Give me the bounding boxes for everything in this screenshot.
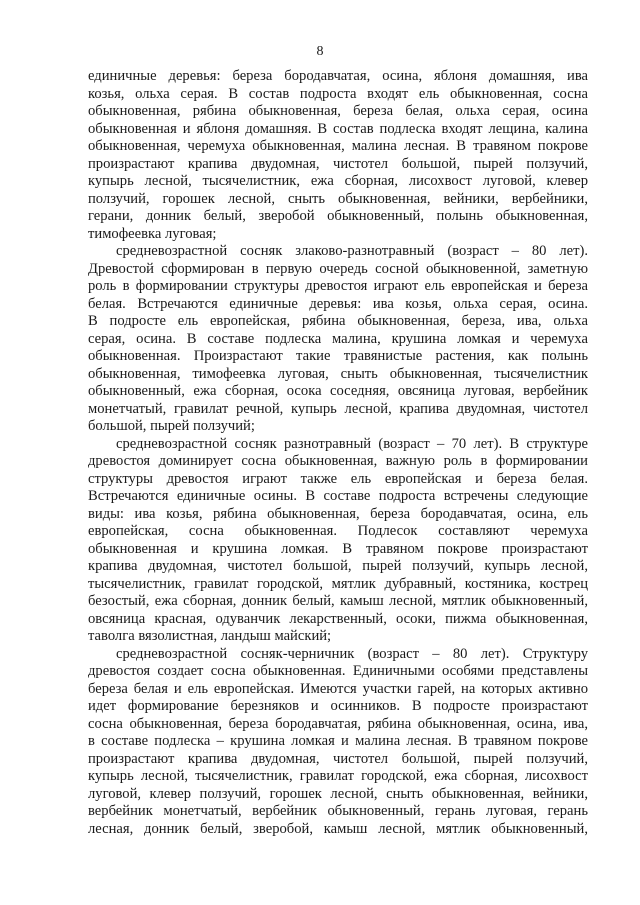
document-body [88,68,588,838]
text-line: ползучий, горошек лесной, сныть обыкновенная, вейники, вербейники, [88,190,588,207]
text-line: средневозрастной сосняк злаково-разнотравный (возраст – 80 лет). [116,243,588,259]
page-number: 8 [316,44,324,59]
text-line: сосна обыкновенная, береза бородавчатая, рябина обыкновенная, осина, ива, [88,715,588,732]
text-line: безостый, ежа сборная, донник белый, камыш лесной, мятлик обыкновенный, [88,593,588,609]
text-line: вербейник монетчатый, вербейник обыкновенный, герань луговая, герань [88,803,588,819]
text-line: Встречаются единичные осины. В составе подроста встречены следующие [88,488,588,504]
text-line: средневозрастной сосняк-черничник (возраст – 80 лет). Структуру [116,645,588,662]
text-line: обыкновенный, ежа сборная, осока соседняя, овсяница луговая, вербейник [88,383,588,399]
text-line: серая, осина. В составе подлеска малина, крушина ломкая и черемуха [88,330,588,347]
text-line: обыкновенная и яблоня домашняя. В состав подлеска входят лещина, калина [88,120,588,137]
text-line: овсяница красная, одуванчик лекарственный, осоки, пижма обыкновенная, [88,610,588,627]
text-line: крапива двудомная, чистотел большой, пырей ползучий, купырь лесной, [88,558,588,574]
text-line: обыкновенная, черемуха обыкновенная, малина лесная. В травяном покрове [88,138,588,154]
text-line: таволга вязолистная, ландыш майский; [88,628,332,644]
text-line: лесная, донник белый, зверобой, камыш лесной, мятлик обыкновенный, [88,820,588,837]
text-line: тысячелистник, гравилат городской, мятлик дубравный, костяника, кострец [88,575,588,592]
text-line: древостоя создает сосна обыкновенная. Единичными особями представлены [88,663,588,679]
text-line: тимофеевка луговая; [88,225,217,242]
text-line: купырь лесной, тысячелистник, ежа сборная, лисохвост луговой, клевер [88,173,588,189]
text-line: герани, донник белый, зверобой обыкновенный, полынь обыкновенная, [88,208,588,224]
text-line: обыкновенная, тимофеевка луговая, сныть обыкновенная, тысячелистник [88,365,588,382]
text-line: луговой, клевер ползучий, горошек лесной, сныть обыкновенная, вейники, [88,785,588,802]
text-line: монетчатый, гравилат речной, купырь лесной, крапива двудомная, чистотел [88,400,588,417]
text-line: роль в формировании структуры древостоя играют ель европейская и береза [88,278,588,294]
text-line: произрастают крапива двудомная, чистотел большой, пырей ползучий, [88,750,588,767]
text-line: белая. Встречаются единичные деревья: ива козья, ольха серая, осина. [88,295,588,312]
text-line: обыкновенная. Произрастают такие травянистые растения, как полынь [88,348,588,364]
text-line: купырь лесной, тысячелистник, гравилат городской, ежа сборная, лисохвост [88,768,588,784]
text-line: идет формирование березняков и осинников. В подросте произрастают [88,698,588,714]
text-line: береза белая и ель европейская. Имеются участки гарей, на которых активно [88,680,588,697]
text-line: Древостой сформирован в первую очередь сосной обыкновенной, заметную [88,260,588,277]
text-line: древостоя доминирует сосна обыкновенная, важную роль в формировании [88,453,588,469]
text-line: средневозрастной сосняк разнотравный (возраст – 70 лет). В структуре [116,435,588,452]
text-line: В подросте ель европейская, рябина обыкновенная, береза, ива, ольха [88,313,588,329]
text-line: в составе подлеска – крушина ломкая и малина лесная. В травяном покрове [88,733,588,749]
text-line: произрастают крапива двудомная, чистотел большой, пырей ползучий, [88,155,588,172]
text-line: обыкновенная и крушина ломкая. В травяном покрове произрастают [88,540,588,557]
text-line: виды: ива козья, рябина обыкновенная, береза бородавчатая, осина, ель [88,505,588,522]
text-line: обыкновенная, рябина обыкновенная, береза белая, ольха серая, осина [88,103,588,119]
text-line: козья, ольха серая. В состав подроста входят ель обыкновенная, сосна [88,85,588,102]
text-line: европейская, сосна обыкновенная. Подлесок составляют черемуха [88,523,588,539]
text-line: единичные деревья: береза бородавчатая, осина, яблоня домашняя, ива [88,68,588,84]
text-line: структуры древостоя играют также ель европейская и береза белая. [88,470,588,487]
text-line: большой, пырей ползучий; [88,418,255,434]
